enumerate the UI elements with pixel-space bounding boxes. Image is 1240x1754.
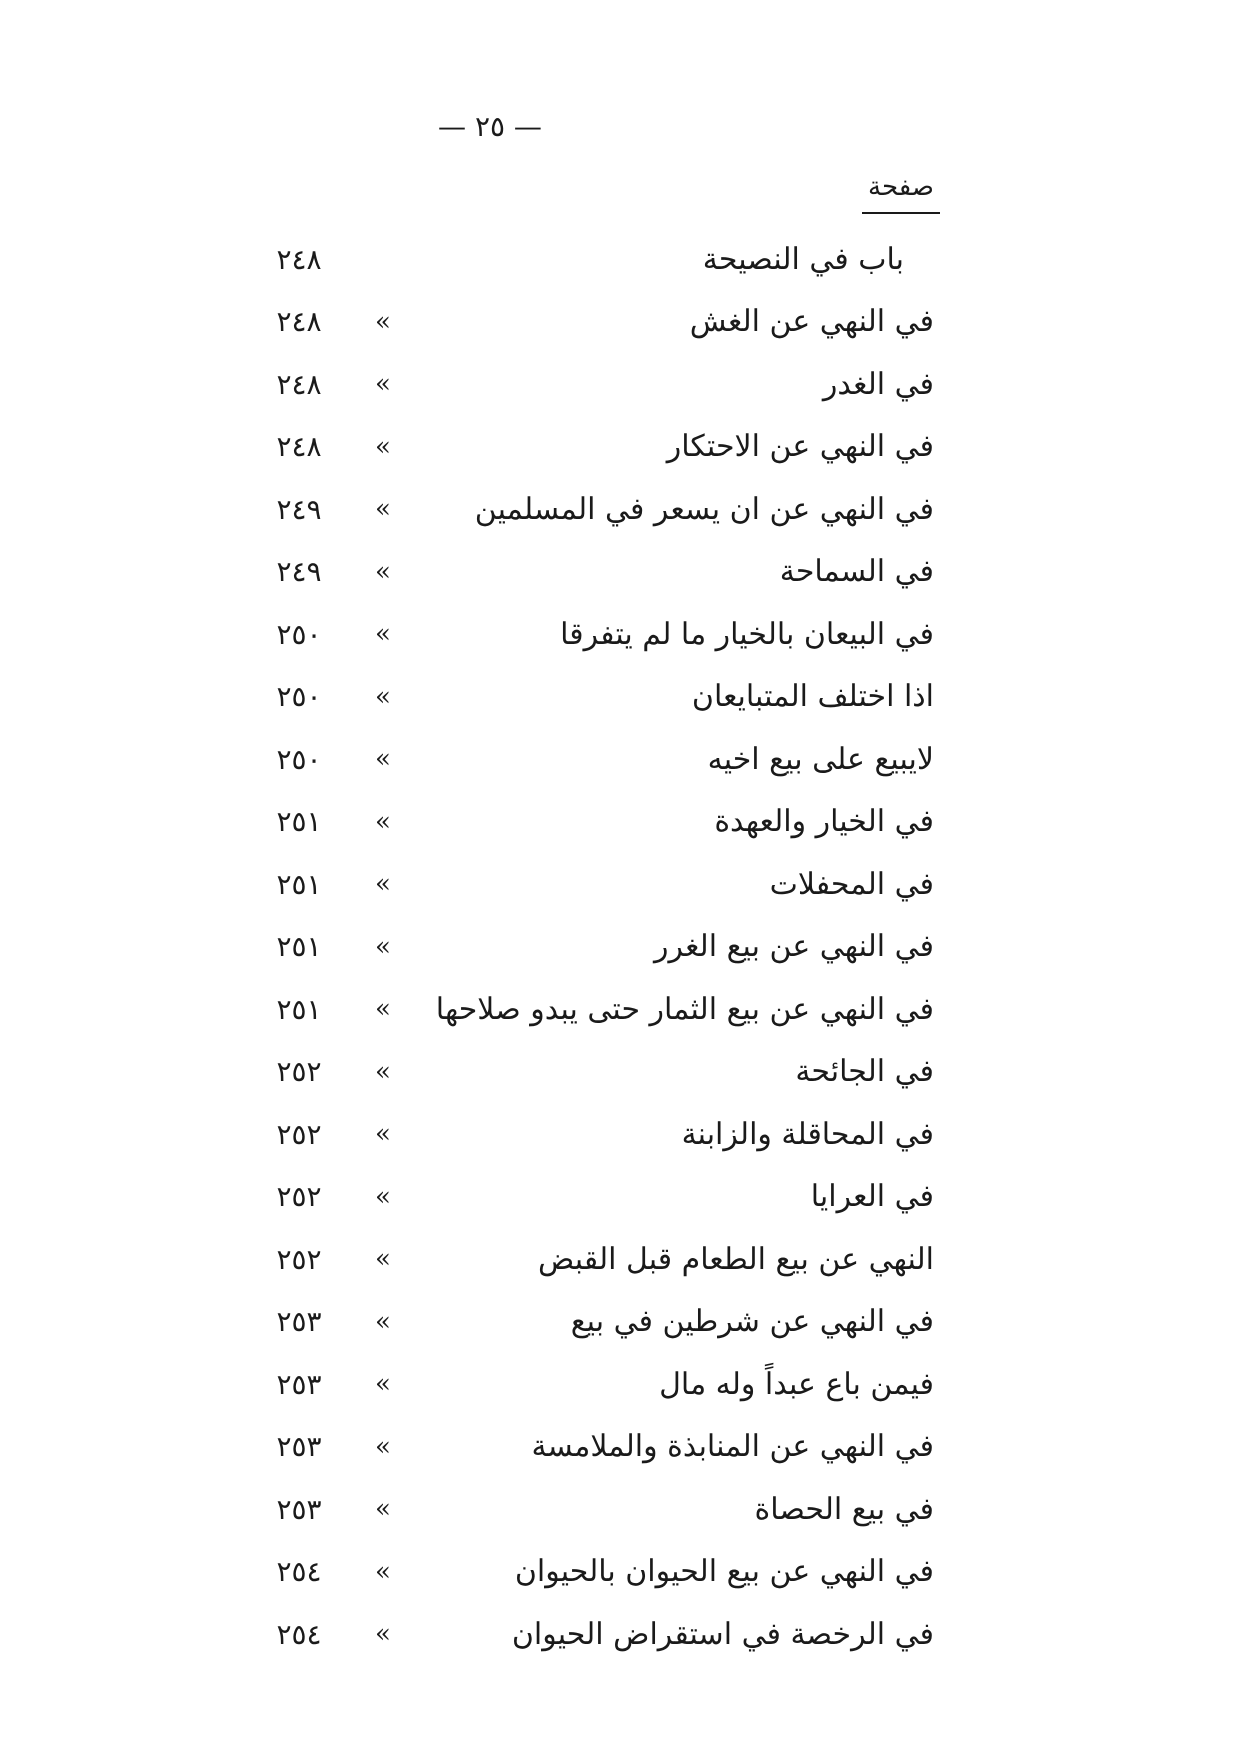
toc-entry-ditto-mark: » [375, 869, 391, 900]
toc-entry-title: باب في النصيحة [702, 241, 904, 277]
toc-entry-page: ٢٥١ [276, 992, 322, 1026]
toc-entry [260, 1041, 940, 1104]
toc-entry [260, 228, 940, 291]
toc-entry [260, 853, 940, 916]
toc-entry-ditto-mark: » [375, 994, 391, 1025]
toc-entry-ditto-mark: » [375, 1119, 391, 1150]
toc-entry-page: ٢٥١ [276, 930, 322, 964]
toc-entry-title: في النهي عن الاحتكار [666, 429, 934, 465]
toc-entry-ditto-mark: » [375, 369, 391, 400]
toc-entry-ditto-mark: » [375, 1619, 391, 1650]
toc-entry-ditto-mark: » [375, 681, 391, 712]
toc-entry-title: في بيع الحصاة [754, 1491, 934, 1527]
toc-entry-title: في النهي عن الغش [689, 304, 934, 340]
toc-entry-page: ٢٥٢ [276, 1242, 322, 1276]
table-of-contents [260, 228, 940, 1666]
toc-entry [260, 541, 940, 604]
toc-entry-page: ٢٥٠ [276, 742, 322, 776]
toc-entry-ditto-mark: » [375, 1244, 391, 1275]
toc-entry-page: ٢٤٨ [276, 305, 322, 339]
page-number: — ٢٥ — [438, 110, 542, 143]
toc-entry-title: في العرايا [810, 1179, 934, 1215]
toc-entry-title: في الخيار والعهدة [714, 804, 934, 840]
toc-entry [260, 916, 940, 979]
toc-entry-title: في النهي عن بيع الحيوان بالحيوان [514, 1554, 934, 1590]
toc-entry-page: ٢٥٢ [276, 1117, 322, 1151]
toc-entry-page: ٢٥٤ [276, 1617, 322, 1651]
toc-entry-ditto-mark: » [375, 1431, 391, 1462]
toc-entry-page: ٢٥١ [276, 867, 322, 901]
toc-entry [260, 728, 940, 791]
toc-entry-ditto-mark: » [375, 1056, 391, 1087]
toc-entry [260, 1541, 940, 1604]
page-column-header: صفحة [862, 172, 940, 214]
toc-entry-title: فيمن باع عبداً وله مال [659, 1366, 934, 1402]
toc-entry-title: في السماحة [779, 554, 934, 590]
toc-entry [260, 1291, 940, 1354]
toc-entry-title: لايبيع على بيع اخيه [707, 741, 934, 777]
toc-entry-page: ٢٥٣ [276, 1492, 322, 1526]
toc-entry-ditto-mark: » [375, 1369, 391, 1400]
toc-entry-ditto-mark: » [375, 1181, 391, 1212]
toc-entry-page: ٢٥٠ [276, 680, 322, 714]
toc-entry-title: في النهي عن ان يسعر في المسلمين [474, 491, 934, 527]
toc-entry [260, 1603, 940, 1666]
toc-entry-title: في النهي عن بيع الثمار حتى يبدو صلاحها [435, 991, 934, 1027]
toc-entry-ditto-mark: » [375, 744, 391, 775]
toc-entry-page: ٢٥٤ [276, 1555, 322, 1589]
toc-entry-title: في الجائحة [795, 1054, 934, 1090]
toc-entry [260, 478, 940, 541]
toc-entry-ditto-mark: » [375, 431, 391, 462]
toc-entry [260, 666, 940, 729]
toc-entry-page: ٢٥٢ [276, 1055, 322, 1089]
toc-entry [260, 978, 940, 1041]
toc-entry-title: في المحفلات [769, 866, 934, 902]
toc-entry [260, 791, 940, 854]
toc-entry-page: ٢٥٣ [276, 1367, 322, 1401]
toc-entry-page: ٢٥٢ [276, 1180, 322, 1214]
toc-entry [260, 1416, 940, 1479]
toc-entry [260, 1166, 940, 1229]
toc-entry [260, 1103, 940, 1166]
toc-entry-ditto-mark: » [375, 619, 391, 650]
toc-entry-title: اذا اختلف المتبايعان [691, 679, 934, 715]
toc-entry-page: ٢٥٣ [276, 1305, 322, 1339]
toc-entry [260, 291, 940, 354]
toc-entry-ditto-mark: » [375, 1556, 391, 1587]
toc-entry-ditto-mark: » [375, 494, 391, 525]
toc-entry-page: ٢٤٨ [276, 367, 322, 401]
toc-entry-title: في النهي عن المنابذة والملامسة [531, 1429, 934, 1465]
toc-entry-page: ٢٤٩ [276, 492, 322, 526]
toc-entry [260, 1228, 940, 1291]
toc-entry [260, 603, 940, 666]
toc-entry-page: ٢٥٣ [276, 1430, 322, 1464]
toc-entry-ditto-mark: » [375, 1494, 391, 1525]
toc-entry-page: ٢٤٨ [276, 430, 322, 464]
toc-entry-title: في النهي عن شرطين في بيع [570, 1304, 934, 1340]
toc-entry-title: النهي عن بيع الطعام قبل القبض [538, 1241, 934, 1277]
toc-entry [260, 1353, 940, 1416]
toc-entry-title: في الغدر [822, 366, 934, 402]
toc-entry-page: ٢٥٠ [276, 617, 322, 651]
toc-entry-page: ٢٥١ [276, 805, 322, 839]
toc-entry-title: في المحاقلة والزابنة [681, 1116, 934, 1152]
toc-entry-page: ٢٤٨ [276, 242, 322, 276]
toc-entry-ditto-mark: » [375, 306, 391, 337]
toc-entry-title: في الرخصة في استقراض الحيوان [511, 1616, 934, 1652]
toc-entry-title: في البيعان بالخيار ما لم يتفرقا [560, 616, 934, 652]
toc-entry [260, 353, 940, 416]
toc-entry-ditto-mark: » [375, 806, 391, 837]
toc-entry-ditto-mark: » [375, 556, 391, 587]
toc-entry-ditto-mark: » [375, 931, 391, 962]
toc-entry-ditto-mark: » [375, 1306, 391, 1337]
toc-entry [260, 416, 940, 479]
toc-entry-page: ٢٤٩ [276, 555, 322, 589]
toc-entry [260, 1478, 940, 1541]
toc-entry-title: في النهي عن بيع الغرر [654, 929, 934, 965]
